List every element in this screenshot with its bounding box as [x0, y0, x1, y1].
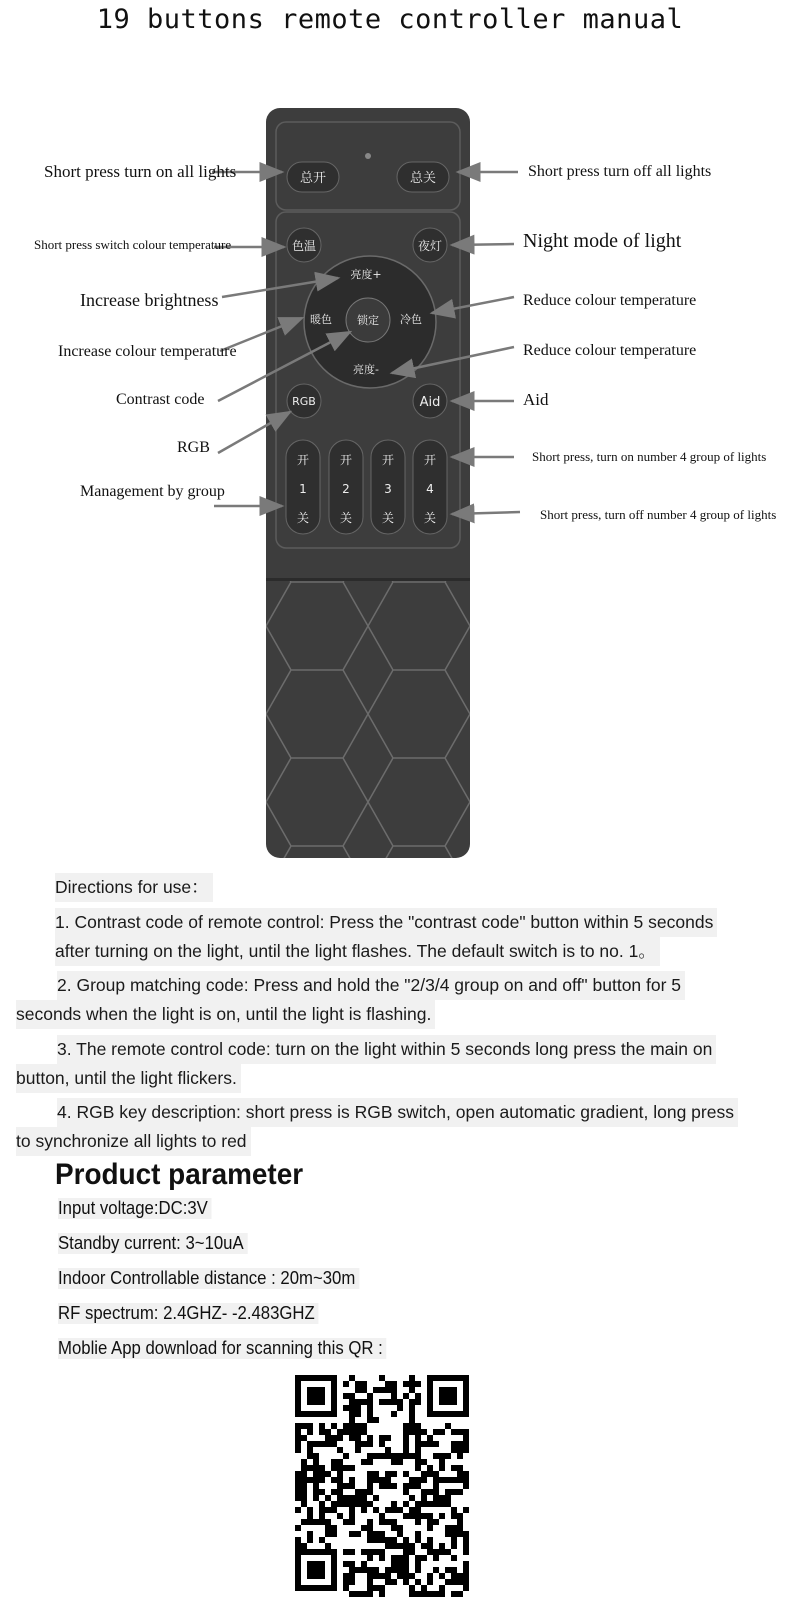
page-title: 19 buttons remote controller manual [96, 4, 684, 35]
directions-heading [55, 873, 213, 902]
direction-item-2 [16, 971, 685, 1029]
direction-item-3 [16, 1035, 716, 1093]
directions-heading-text: Directions for use： [55, 873, 213, 902]
direction-3-line-1: 3. The remote control code: turn on the light within 5 seconds long press the main on [57, 1035, 716, 1064]
cool-label[interactable]: 冷色 [400, 313, 422, 326]
direction-3-line-2: button, until the light flickers. [16, 1064, 241, 1093]
param-app-download: Moblie App download for scanning this QR : [58, 1338, 386, 1359]
product-parameter-heading: Product parameter [55, 1158, 304, 1191]
group-3-on-button[interactable]: 开 [381, 453, 395, 467]
group-4-off-button[interactable]: 关 [423, 511, 437, 525]
annotation-contrast-code: Contrast code [116, 391, 205, 408]
group-1-on-button[interactable]: 开 [296, 453, 310, 467]
direction-4-line-2: to synchronize all lights to red [16, 1127, 251, 1156]
direction-1-line-2: after turning on the light, until the light flashes. The default switch is to no. 1。 [55, 937, 660, 966]
group-4-number[interactable]: 4 [426, 482, 434, 496]
annotation-aid: Aid [523, 390, 549, 409]
annotation-group-off: Short press, turn off number 4 group of lights [540, 507, 777, 522]
annotation-all-on: Short press turn on all lights [44, 162, 237, 181]
lock-label: 锁定 [357, 314, 379, 327]
rgb-label: RGB [292, 395, 316, 408]
brightness-down-label[interactable]: 亮度- [353, 363, 379, 376]
group-2-number[interactable]: 2 [342, 482, 350, 496]
annotation-increase-brightness: Increase brightness [80, 290, 219, 310]
annotation-night-mode: Night mode of light [523, 230, 682, 252]
qr-code[interactable] [295, 1375, 471, 1600]
brightness-up-label[interactable]: 亮度+ [350, 268, 382, 281]
annotation-reduce-temp: Reduce colour temperature [523, 292, 697, 309]
annotation-group-management: Management by group [80, 483, 225, 500]
group-1-off-button[interactable]: 关 [296, 511, 310, 525]
group-3-number[interactable]: 3 [384, 482, 392, 496]
annotation-rgb: RGB [177, 439, 210, 456]
aid-label: Aid [419, 395, 441, 410]
param-rf-spectrum: RF spectrum: 2.4GHZ- -2.483GHZ [58, 1303, 318, 1324]
direction-2-line-1: 2. Group matching code: Press and hold the "2/3/4 group on and off" button for 5 [57, 971, 685, 1000]
annotation-increase-temp: Increase colour temperature [58, 343, 237, 360]
annotation-switch-temp: Short press switch colour temperature [34, 237, 232, 252]
color-temp-label: 色温 [291, 239, 317, 253]
warm-label[interactable]: 暖色 [310, 313, 332, 326]
group-2-on-button[interactable]: 开 [339, 453, 353, 467]
night-light-label: 夜灯 [417, 239, 443, 253]
direction-4-line-1: 4. RGB key description: short press is RGB switch, open automatic gradient, long press [57, 1098, 738, 1127]
direction-item-1 [55, 908, 717, 966]
param-standby-current: Standby current: 3~10uA [58, 1233, 247, 1254]
annotation-reduce-temp-2: Reduce colour temperature [523, 342, 697, 359]
group-3-off-button[interactable]: 关 [381, 511, 395, 525]
direction-1-line-1: 1. Contrast code of remote control: Press the "contrast code" button within 5 seconds [55, 908, 717, 937]
param-input-voltage: Input voltage:DC:3V [58, 1198, 212, 1219]
annotation-group-on: Short press, turn on number 4 group of lights [532, 449, 767, 464]
direction-2-line-2: seconds when the light is on, until the light is flashing. [16, 1000, 435, 1029]
group-1-number[interactable]: 1 [299, 482, 307, 496]
annotation-all-off: Short press turn off all lights [528, 163, 712, 180]
group-2-off-button[interactable]: 关 [339, 511, 353, 525]
all-off-label: 总关 [409, 171, 437, 186]
direction-item-4 [16, 1098, 738, 1156]
all-on-label: 总开 [299, 171, 327, 186]
param-distance: Indoor Controllable distance : 20m~30m [58, 1268, 359, 1289]
group-4-on-button[interactable]: 开 [423, 453, 437, 467]
